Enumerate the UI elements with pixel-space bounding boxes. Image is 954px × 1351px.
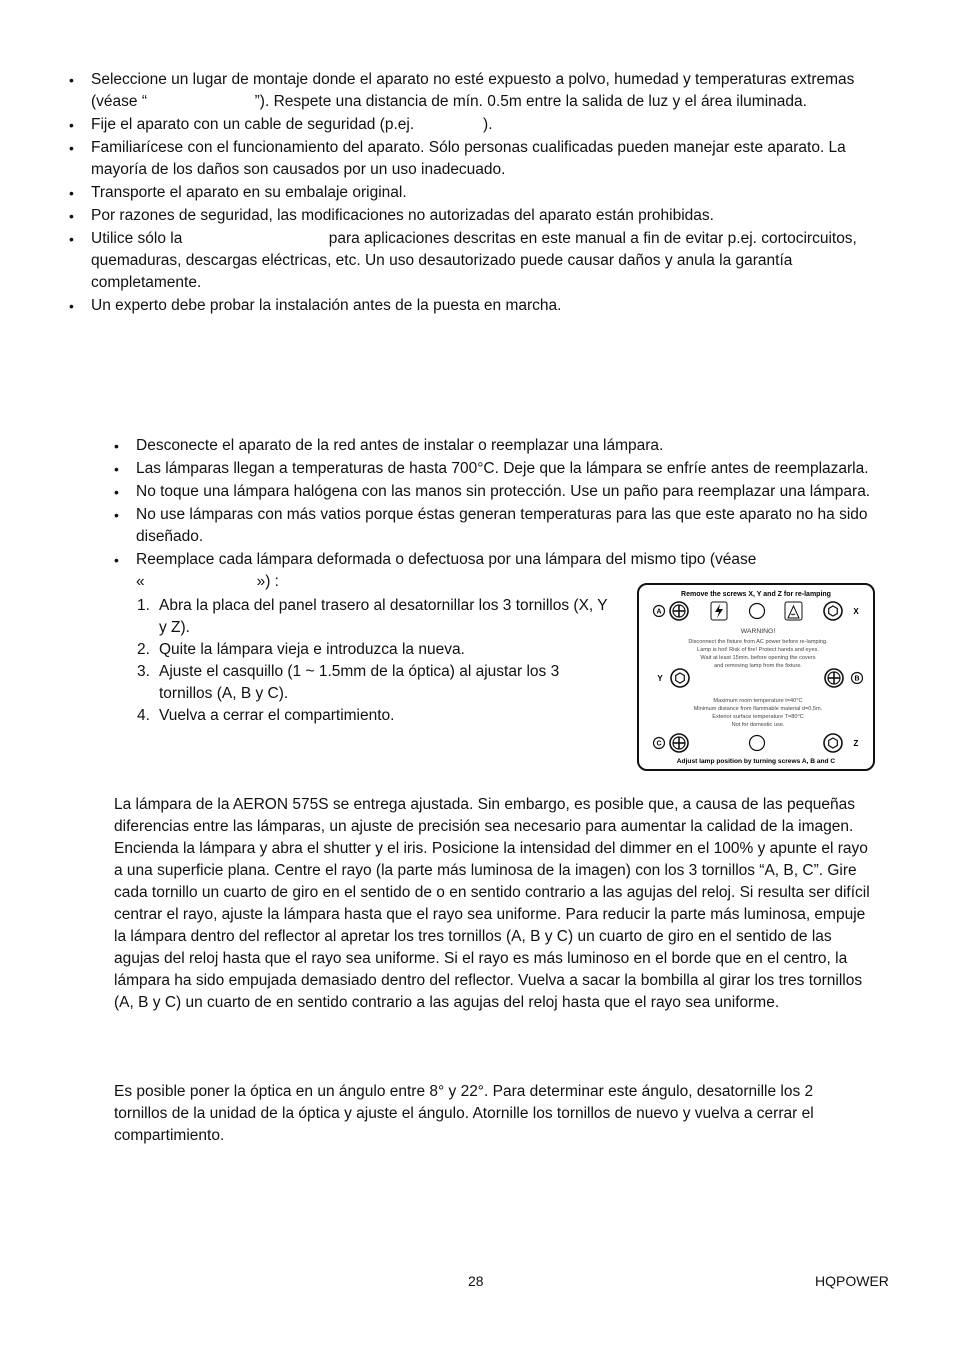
line: Vuelva a cerrar el compartimiento. (159, 707, 395, 724)
step-number: 4. (137, 707, 150, 724)
list-item (91, 182, 881, 204)
page-number: 28 (468, 1273, 484, 1289)
lamp-adjustment-paragraph (114, 794, 889, 1014)
line: Un experto debe probar la instalación antes de la puesta en marcha. (91, 297, 562, 314)
paragraph-line: lámpara ha sido empujada demasiado dentro del reflector. Vuelva a sacar la bombilla al girar los tres tornillos (114, 972, 863, 989)
line: Ajuste el casquillo (1 ~ 1.5mm de la óptica) al ajustar los 3 (159, 663, 560, 680)
lamp-bullet-list (136, 435, 896, 572)
screw-c-icon (670, 734, 688, 752)
hot-surface-icon (785, 602, 802, 620)
list-item (91, 228, 881, 294)
step-number: 3. (137, 663, 150, 680)
line: (véase “ ”). Respete una distancia de mín. 0.5m entre la salida de luz y el área iluminada. (91, 93, 807, 110)
step-item (137, 595, 629, 639)
line: Abra la placa del panel trasero al desatornillar los 3 tornillos (X, Y (159, 597, 608, 614)
lamp-hole-icon (750, 604, 765, 619)
line: completamente. (91, 274, 202, 291)
step-item (137, 639, 629, 661)
list-item (136, 549, 896, 571)
line: diseñado. (136, 528, 204, 545)
paragraph-line: a una superficie plana. Centre el rayo (la parte más luminosa de la imagen) con los 3 tornillos “A, B, C”. Gire (114, 862, 857, 879)
letter-x: X (853, 607, 859, 616)
relamping-label-image (637, 583, 875, 771)
line: Seleccione un lugar de montaje donde el aparato no esté expuesto a polvo, humedad y temperaturas extremas (91, 71, 855, 88)
line: Desconecte el aparato de la red antes de instalar o reemplazar una lámpara. (136, 437, 664, 454)
list-item (136, 458, 896, 480)
paragraph-line: Encienda la lámpara y abra el shutter y el iris. Posicione la intensidad del dimmer en el 100% y apunte el rayo (114, 840, 868, 857)
spec-line: Exterior surface temperature T=80°C (712, 714, 804, 720)
list-item (136, 435, 896, 457)
reference-quote: « ») : (136, 573, 279, 590)
screw-x-icon (824, 602, 842, 620)
electric-hazard-icon (711, 602, 727, 620)
letter-y: Y (657, 674, 663, 683)
relamping-steps (137, 595, 629, 727)
paragraph-line: (A, B y C) un cuarto de en sentido contrario a las agujas del reloj hasta que el rayo sea uniforme. (114, 994, 780, 1011)
list-item (91, 205, 881, 227)
line: Por razones de seguridad, las modificaciones no autorizadas del aparato están prohibidas. (91, 207, 714, 224)
spec-line: Not for domestic use. (731, 722, 785, 728)
warning-line: Wait at least 15min. before opening the covers (700, 655, 816, 661)
warning-title: WARNING! (740, 628, 776, 635)
spec-line: Minimum distance from flammable material d=0,5m. (693, 706, 823, 712)
screw-a-icon (670, 602, 688, 620)
list-item (91, 137, 881, 181)
paragraph-line: tornillos de la unidad de la óptica y ajuste el ángulo. Atornille los tornillos de nuevo y vuelva a cerrar el (114, 1105, 814, 1122)
warning-line: and removing lamp from the fixture. (714, 663, 802, 669)
list-item (91, 114, 881, 136)
paragraph-line: diferencias entre las lámparas, un ajuste de precisión sea necesario para aumentar la calidad de la imagen. (114, 818, 854, 835)
line: Utilice sólo la para aplicaciones descritas en este manual a fin de evitar p.ej. cortocircuitos, (91, 230, 857, 247)
line: Transporte el aparato en su embalaje original. (91, 184, 407, 201)
letter-b: B (854, 675, 860, 683)
safety-bullet-list (91, 69, 881, 318)
screw-b-icon (825, 669, 843, 687)
line: Familiarícese con el funcionamiento del aparato. Sólo personas cualificadas pueden manejar este aparato. La (91, 139, 846, 156)
line: y Z). (159, 619, 190, 636)
lamp-hole-icon (750, 736, 765, 751)
line: quemaduras, descargas eléctricas, etc. Un uso desautorizado puede causar daños y anula la garantía (91, 252, 793, 269)
step-number: 1. (137, 597, 150, 614)
step-number: 2. (137, 641, 150, 658)
line: mayoría de los daños son causados por un uso inadecuado. (91, 161, 506, 178)
step-item (137, 661, 629, 705)
screw-z-icon (824, 734, 842, 752)
step-item (137, 705, 629, 727)
screw-y-icon (671, 669, 689, 687)
paragraph-line: compartimiento. (114, 1127, 225, 1144)
line: tornillos (A, B y C). (159, 685, 289, 702)
paragraph-line: agujas del reloj hasta que el rayo sea uniforme. Si el rayo es más luminoso en el borde que en el centro, la (114, 950, 848, 967)
warning-line: Disconnect the fixture from AC power before re-lamping. (688, 639, 828, 645)
brand-name: HQPOWER (815, 1273, 889, 1289)
label-header: Remove the screws X, Y and Z for re-lamping (681, 591, 831, 598)
line: Las lámparas llegan a temperaturas de hasta 700°C. Deje que la lámpara se enfríe antes de reemplazarla. (136, 460, 869, 477)
list-item (91, 69, 881, 113)
spec-line: Maximum room temperature t=40°C (713, 698, 803, 704)
letter-c: C (656, 740, 662, 748)
list-item (91, 295, 881, 317)
list-item (136, 481, 896, 503)
paragraph-line: la lámpara dentro del reflector al apretar los tres tornillos (A, B y C) un cuarto de giro en el sentido de las (114, 928, 832, 945)
optics-angle-paragraph (114, 1081, 854, 1147)
line: No use lámparas con más vatios porque éstas generan temperaturas para las que este aparato no ha sido (136, 506, 868, 523)
list-item (136, 504, 896, 548)
warning-line: Lamp is hot! Risk of fire! Protect hands and eyes. (697, 647, 819, 653)
paragraph-line: Es posible poner la óptica en un ángulo entre 8° y 22°. Para determinar este ángulo, desatornille los 2 (114, 1083, 814, 1100)
line: Fije el aparato con un cable de seguridad (p.ej. ). (91, 116, 493, 133)
line: Quite la lámpara vieja e introduzca la nueva. (159, 641, 465, 658)
paragraph-line: La lámpara de la AERON 575S se entrega ajustada. Sin embargo, es posible que, a causa de las pequeñas (114, 796, 856, 813)
label-artwork (639, 585, 873, 769)
line: Reemplace cada lámpara deformada o defectuosa por una lámpara del mismo tipo (véase (136, 551, 757, 568)
paragraph-line: cada tornillo un cuarto de giro en el sentido de o en sentido contrario a las agujas del reloj. Si resulta ser difícil (114, 884, 870, 901)
letter-a: A (656, 608, 662, 616)
line: No toque una lámpara halógena con las manos sin protección. Use un paño para reemplazar una lámpara. (136, 483, 871, 500)
label-footer: Adjust lamp position by turning screws A, B and C (676, 758, 836, 765)
letter-z: Z (853, 739, 859, 748)
paragraph-line: centrar el rayo, ajuste la lámpara hasta que el rayo sea uniforme. Para reducir la parte más luminosa, empuje (114, 906, 866, 923)
